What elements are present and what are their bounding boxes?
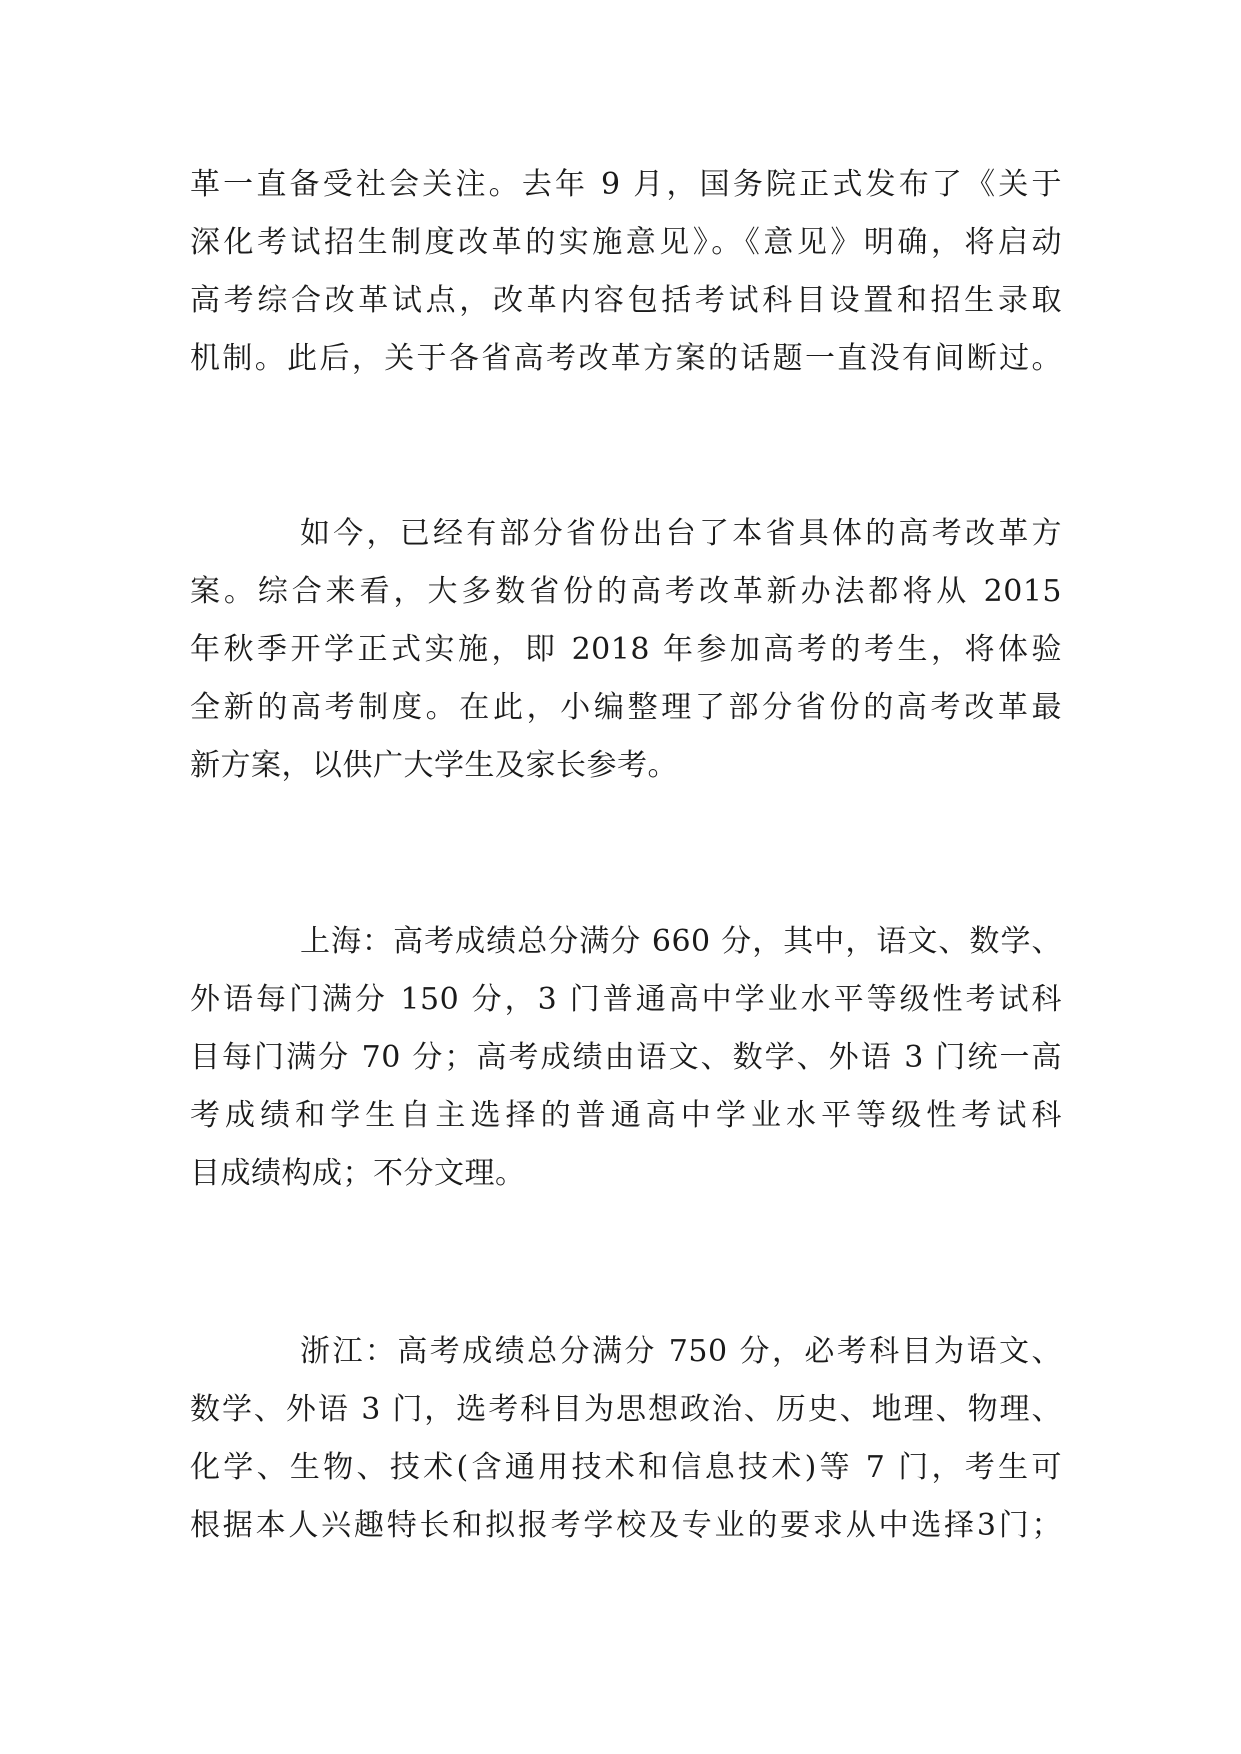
text-line: 机制。此后，关于各省高考改革方案的话题一直没有间断过。 [190,341,1062,376]
text-line: 如今，已经有部分省份出台了本省具体的高考改革方 [300,516,1062,551]
paragraph-zhejiang [190,1323,1062,1555]
paragraph-shanghai [190,913,1062,1203]
text-line: 革一直备受社会关注。去年 9 月，国务院正式发布了《关于 [190,167,1062,202]
text-line: 高考综合改革试点，改革内容包括考试科目设置和招生录取 [190,283,1062,318]
paragraph-provinces-overview [190,505,1062,795]
text-line: 浙江：高考成绩总分满分 750 分，必考科目为语文、 [300,1334,1062,1369]
text-line: 全新的高考制度。在此，小编整理了部分省份的高考改革最 [190,690,1062,725]
text-line: 根据本人兴趣特长和拟报考学校及专业的要求从中选择3门； [190,1508,1062,1543]
text-line: 考成绩和学生自主选择的普通高中学业水平等级性考试科 [190,1098,1062,1133]
text-line: 新方案，以供广大学生及家长参考。 [190,748,678,783]
text-line: 上海：高考成绩总分满分 660 分，其中，语文、数学、 [300,924,1062,959]
text-line: 数学、外语 3 门，选考科目为思想政治、历史、地理、物理、 [190,1392,1062,1427]
text-line: 化学、生物、技术(含通用技术和信息技术)等 7 门，考生可 [190,1450,1062,1485]
text-line: 外语每门满分 150 分，3 门普通高中学业水平等级性考试科 [190,982,1062,1017]
text-line: 深化考试招生制度改革的实施意见》。《意见》明确，将启动 [190,225,1062,260]
text-line: 年秋季开学正式实施，即 2018 年参加高考的考生，将体验 [190,632,1062,667]
paragraph-reform-background [190,156,1062,388]
text-line: 案。综合来看，大多数省份的高考改革新办法都将从 2015 [190,574,1062,609]
text-line: 目每门满分 70 分；高考成绩由语文、数学、外语 3 门统一高 [190,1040,1062,1075]
text-line: 目成绩构成；不分文理。 [190,1156,526,1191]
